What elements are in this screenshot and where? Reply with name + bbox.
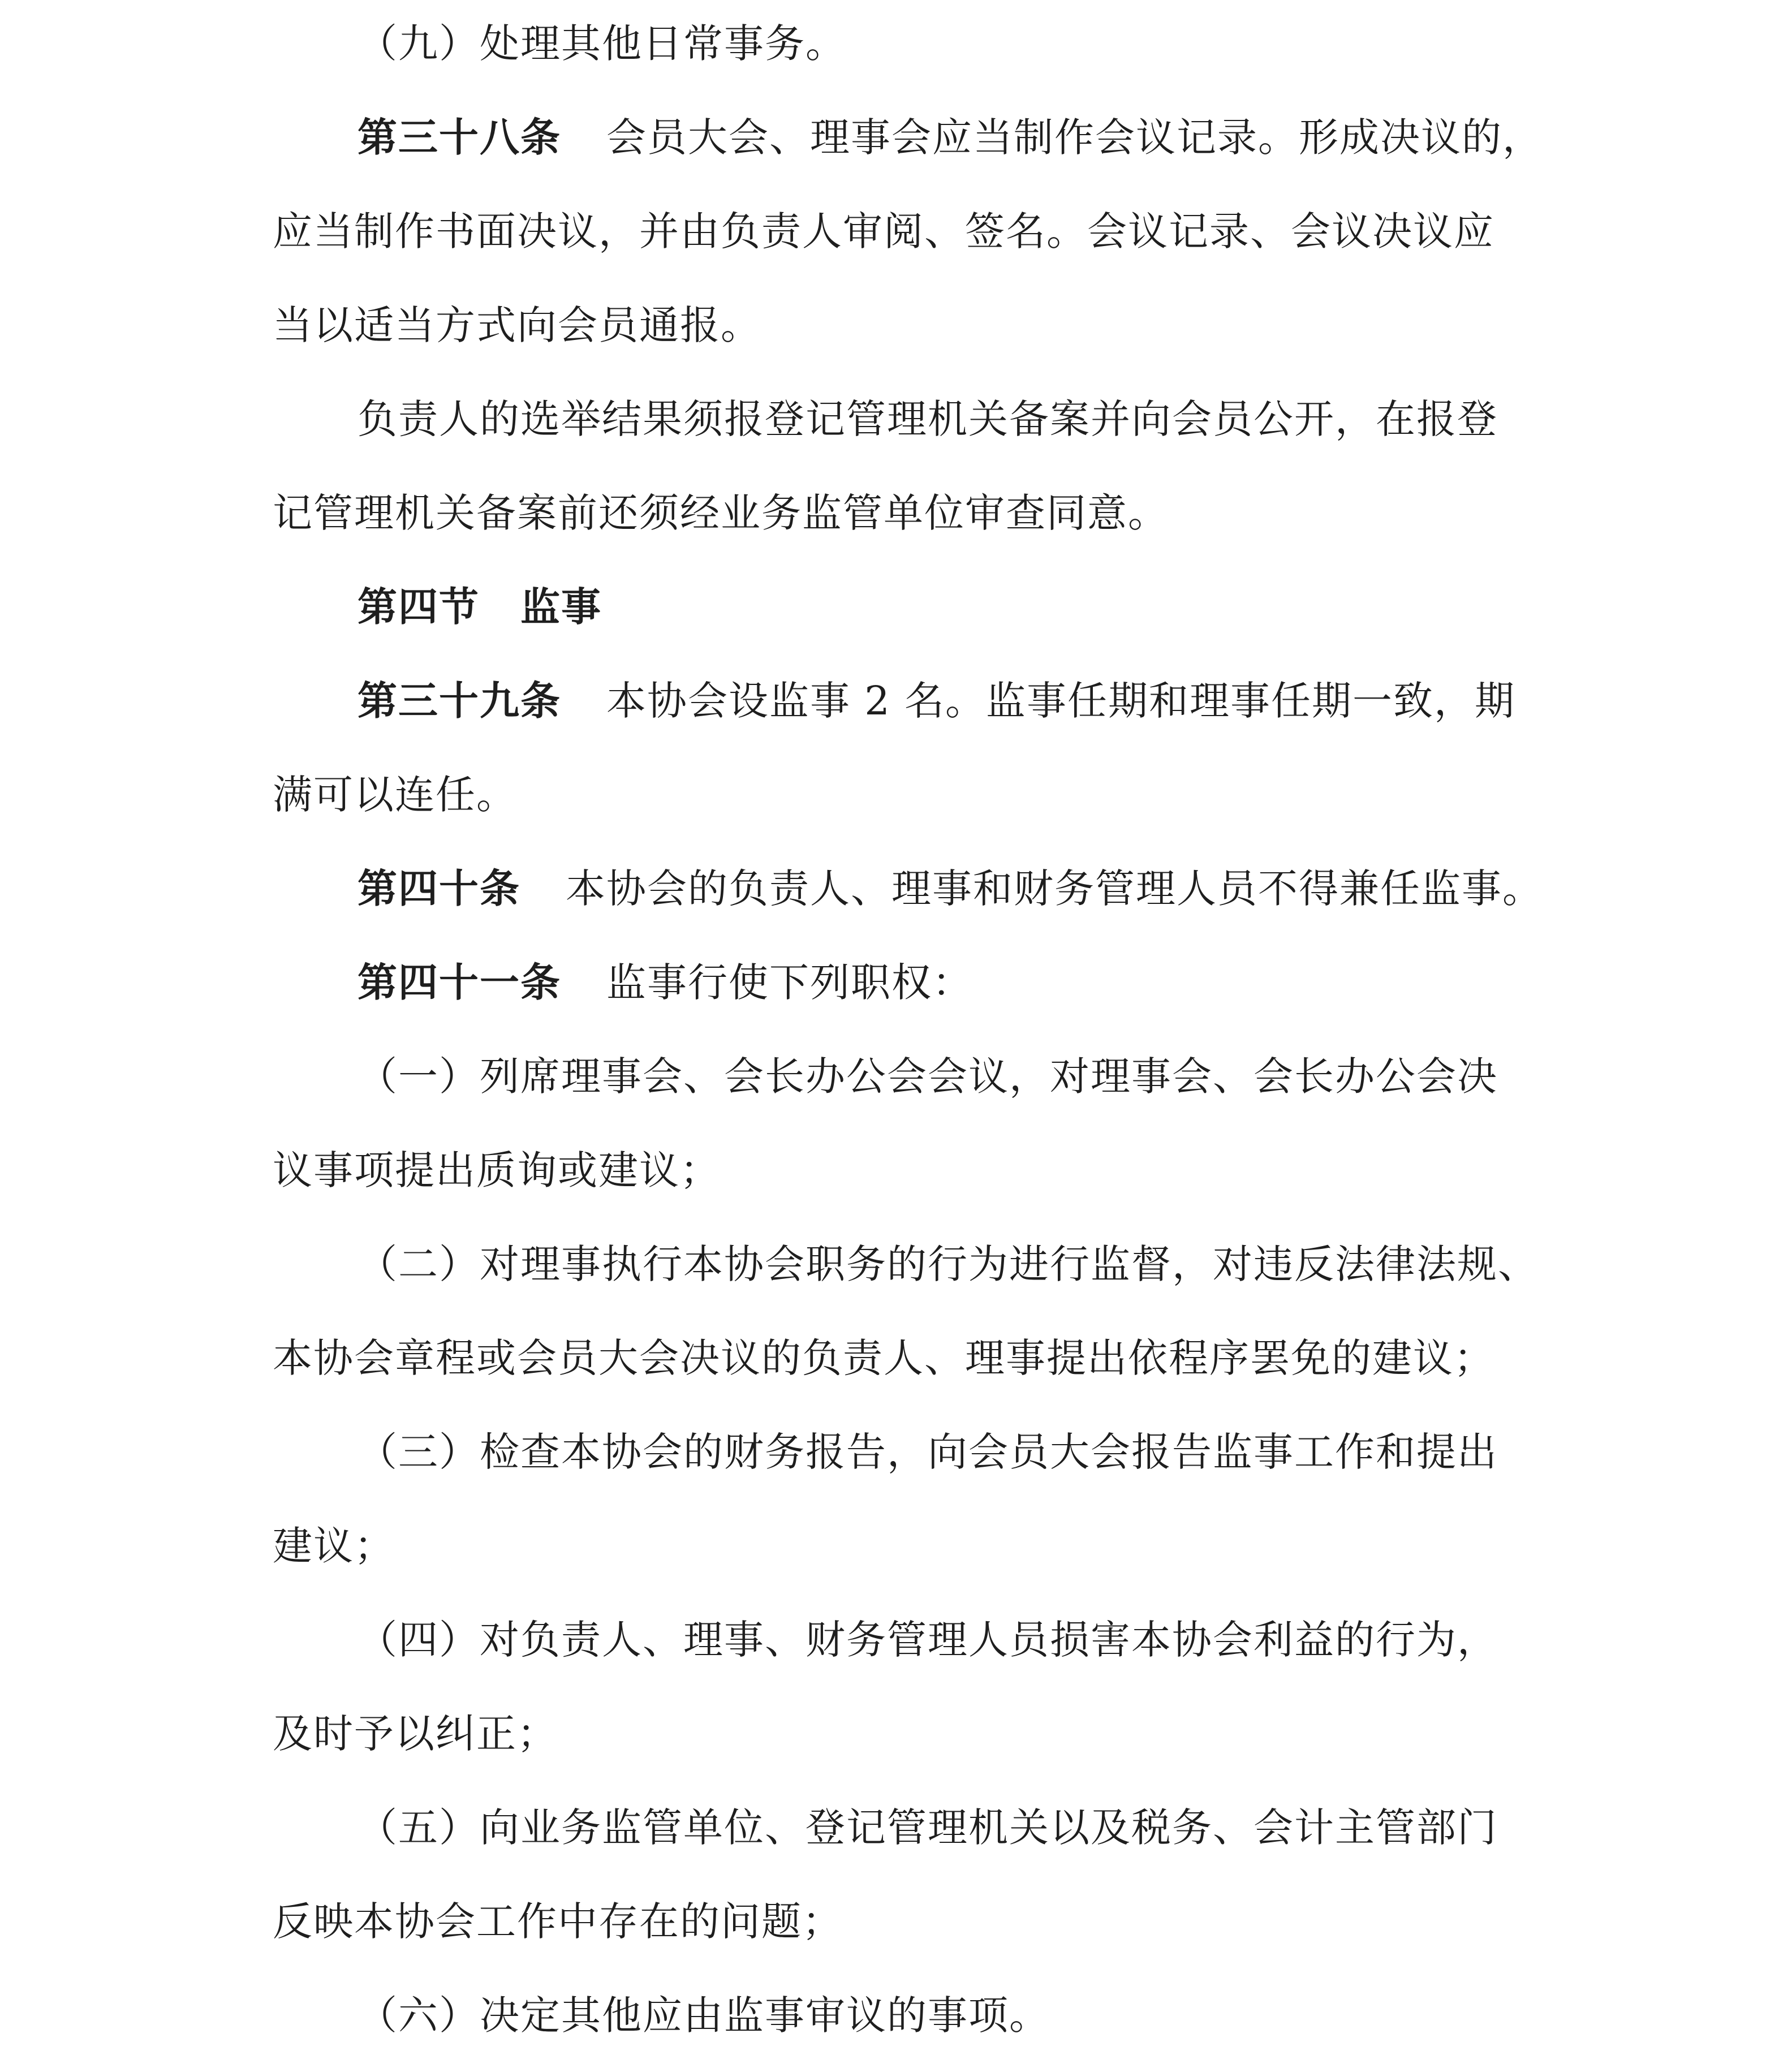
article-38-text-3: 当以适当方式向会员通报。 [273,302,761,348]
item-4-text-2: 及时予以纠正； [273,1711,558,1757]
item-2-text-1: （二）对理事执行本协会职务的行为进行监督，对违反法律法规、 [357,1241,1539,1287]
item-5-text-1: （五）向业务监管单位、登记管理机关以及税务、会计主管部门 [357,1804,1498,1851]
article-38-line-1 [273,106,1551,169]
election-paragraph-line-2 [273,482,1551,544]
article-39-text-1: 本协会设监事 2 名。监事任期和理事任期一致，期 [606,678,1516,724]
item-9-line [273,12,1551,75]
article-41-item-6-line-1 [273,1984,1551,2047]
article-39-line-2 [273,764,1551,826]
article-38-heading: 第三十八条 [357,114,561,161]
article-40-text-1: 本协会的负责人、理事和财务管理人员不得兼任监事。 [566,865,1543,912]
article-41-line-1 [273,951,1551,1014]
item-3-text-1: （三）检查本协会的财务报告，向会员大会报告监事工作和提出 [357,1429,1498,1475]
article-39-line-1 [273,670,1551,732]
item-2-text-2: 本协会章程或会员大会决议的负责人、理事提出依程序罢免的建议； [273,1335,1494,1381]
item-1-text-1: （一）列席理事会、会长办公会会议，对理事会、会长办公会决 [357,1053,1498,1100]
item-4-text-1: （四）对负责人、理事、财务管理人员损害本协会利益的行为， [357,1617,1498,1663]
article-38-line-3 [273,294,1551,356]
article-41-item-4-line-1 [273,1609,1551,1671]
article-41-text-1: 监事行使下列职权： [606,959,973,1006]
article-40-heading: 第四十条 [357,865,520,912]
article-41-item-3-line-2 [273,1515,1551,1577]
article-39-text-2: 满可以连任。 [273,772,517,818]
section-4-heading [273,576,1551,638]
election-text-2: 记管理机关备案前还须经业务监管单位审查同意。 [273,490,1169,536]
article-39-heading: 第三十九条 [357,678,561,724]
item-6-text-1: （六）决定其他应由监事审议的事项。 [357,1992,1050,2039]
article-41-item-1-line-2 [273,1139,1551,1201]
article-41-item-4-line-2 [273,1703,1551,1765]
article-41-heading: 第四十一条 [357,959,561,1006]
article-41-item-1-line-1 [273,1045,1551,1108]
section-4-title: 第四节 监事 [357,584,602,630]
article-38-text-1: 会员大会、理事会应当制作会议记录。形成决议的， [606,114,1543,161]
article-41-item-5-line-2 [273,1890,1551,1953]
election-text-1: 负责人的选举结果须报登记管理机关备案并向会员公开，在报登 [357,396,1498,442]
article-41-item-2-line-2 [273,1327,1551,1389]
article-40-line-1 [273,858,1551,920]
article-38-text-2: 应当制作书面决议，并由负责人审阅、签名。会议记录、会议决议应 [273,208,1494,255]
item-1-text-2: 议事项提出质询或建议； [273,1147,721,1194]
election-paragraph-line-1 [273,388,1551,450]
item-3-text-2: 建议； [273,1523,395,1569]
article-41-item-5-line-1 [273,1796,1551,1859]
item-5-text-2: 反映本协会工作中存在的问题； [273,1898,843,1945]
article-41-item-2-line-1 [273,1233,1551,1295]
article-41-item-3-line-1 [273,1421,1551,1483]
item-9-text: （九）处理其他日常事务。 [357,20,846,67]
article-38-line-2 [273,200,1551,262]
